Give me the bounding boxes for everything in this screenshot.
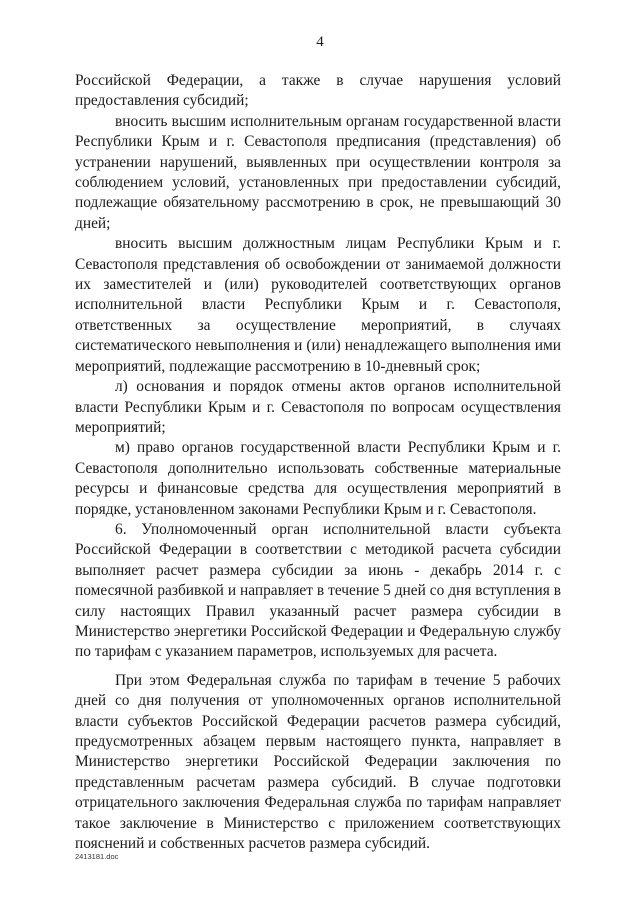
paragraph-item-l: л) основания и порядок отмены актов органов исполнительной власти Республики Крым и г. Севастополя по вопросам осуществления мероприятий; — [75, 378, 561, 436]
page-number: 4 — [316, 34, 324, 50]
paragraph-item-m: м) право органов государственной власти Республики Крым и г. Севастополя дополнительно использовать собственные материальные ресурсы и финансовые средства для осуществления мероприятий в порядке, установленном законами Республики Крым и г. Севастополя. — [75, 439, 561, 518]
paragraph-section-6: 6. Уполномоченный орган исполнительной власти субъекта Российской Федерации в соответствии с методикой расчета субсидии выполняет расчет размера субсидии за июнь - декабрь 2014 г. с помесячной разбивкой и направляет в течение 5 дней со дня вступления в силу настоящих Правил указанный расчет размера субсидии в Министерство энергетики Российской Федерации и Федеральную службу по тарифам с указанием параметров, используемых для расчета. — [75, 520, 561, 661]
paragraph-tariff-service: При этом Федеральная служба по тарифам в течение 5 рабочих дней со дня получения от уполномоченных органов исполнительной власти субъектов Российской Федерации расчетов размера субсидий, предусмотренных абзацем первым настоящего пункта, направляет в Министерство энергетики Российской Федерации заключения по представленным расчетам размера субсидий. В случае подготовки отрицательного заключения Федеральная служба по тарифам направляет такое заключение в Министерство с приложением соответствующих пояснений и собственных расчетов размера субсидий. — [75, 671, 561, 853]
paragraph-prescriptions: вносить высшим исполнительным органам государственной власти Республики Крым и г. Севастополя предписания (представления) об устранении нарушений, выявленных при осуществлении контроля за соблюдением условий, установленных при предоставлении субсидий, подлежащие обязательному рассмотрению в срок, не превышающий 30 дней; — [75, 112, 561, 232]
document-body — [75, 71, 561, 854]
paragraph-dismissal-proposals: вносить высшим должностным лицам Республики Крым и г. Севастополя представления об освобождении от занимаемой должности их заместителей и (или) руководителей соответствующих органов исполнительной власти Республики Крым и г. Севастополя, ответственных за осуществление мероприятий, в случаях систематического невыполнения и (или) ненадлежащего выполнения ими мероприятий, подлежащие рассмотрению в 10-дневный срок; — [75, 235, 561, 375]
footer-filename: 2413181.doc — [75, 852, 119, 861]
paragraph-continuation: Российской Федерации, а также в случае нарушения условий предоставления субсидий; — [75, 72, 561, 110]
